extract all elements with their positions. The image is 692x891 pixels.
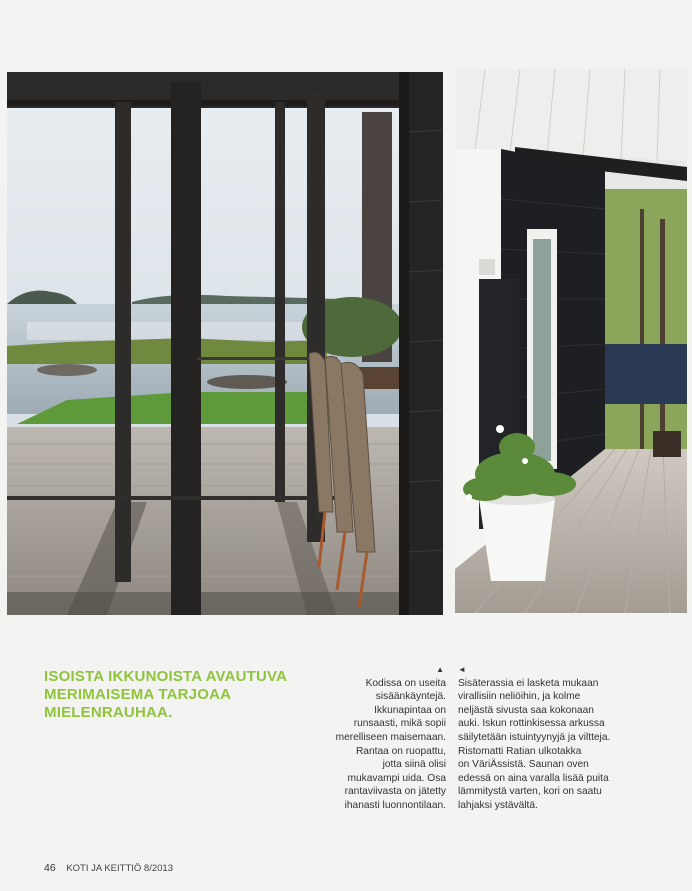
caption-line: Sisäterassia ei lasketa mukaan: [458, 677, 599, 689]
caption-line: neljästä sivusta saa kokonaan: [458, 704, 594, 716]
page-footer: [44, 862, 173, 874]
caption-line: merelliseen maisemaan.: [335, 731, 446, 743]
caption-line: Rantaa on ruopattu,: [355, 745, 446, 757]
headline-line: ISOISTA IKKUNOISTA AVAUTUVA: [44, 668, 288, 685]
caption-line: lahjaksi ystävältä.: [458, 799, 538, 811]
caption-line: sisäänkäyntejä.: [375, 691, 446, 703]
caption-line: auki. Iskun rottinkisessa arkussa: [458, 718, 605, 730]
caption-line: lämmitystä varten, kori on saatu: [458, 786, 602, 798]
headline-line: MERIMAISEMA TARJOAA: [44, 686, 232, 703]
photo-caption-left: [300, 663, 446, 813]
caption-line: runsaasti, mikä sopii: [353, 718, 446, 730]
caption-line: Ikkunapintaa on: [374, 704, 446, 716]
pull-quote-headline: [44, 668, 304, 722]
photo-caption-right: [458, 663, 638, 813]
caption-line: ihanasti luonnontilaan.: [344, 799, 446, 811]
page-number: 46: [44, 862, 56, 874]
caption-line: virallisiin neliöihin, ja kolme: [458, 691, 581, 703]
caption-pointer-icon: ▲: [436, 665, 444, 674]
caption-pointer-icon: ◄: [458, 665, 466, 674]
terrace-planter-photo: [455, 69, 687, 613]
caption-line: edessä on aina varalla lisää puita: [458, 772, 609, 784]
caption-line: säilytetään istuintyynyjä ja viltteja.: [458, 731, 611, 743]
caption-line: jotta siinä olisi: [382, 759, 446, 771]
caption-line: on VäriÄssistä. Saunan oven: [458, 759, 589, 771]
publication-name: KOTI JA KEITTIÖ 8/2013: [66, 863, 173, 874]
caption-line: Kodissa on useita: [365, 677, 446, 689]
caption-line: Ristomatti Ratian ulkotakka: [458, 745, 582, 757]
caption-line: rantaviivasta on jätetty: [344, 786, 446, 798]
veranda-sea-view-photo: [7, 72, 443, 615]
headline-line: MIELENRAUHAA.: [44, 704, 173, 721]
caption-line: mukavampi uida. Osa: [347, 772, 446, 784]
